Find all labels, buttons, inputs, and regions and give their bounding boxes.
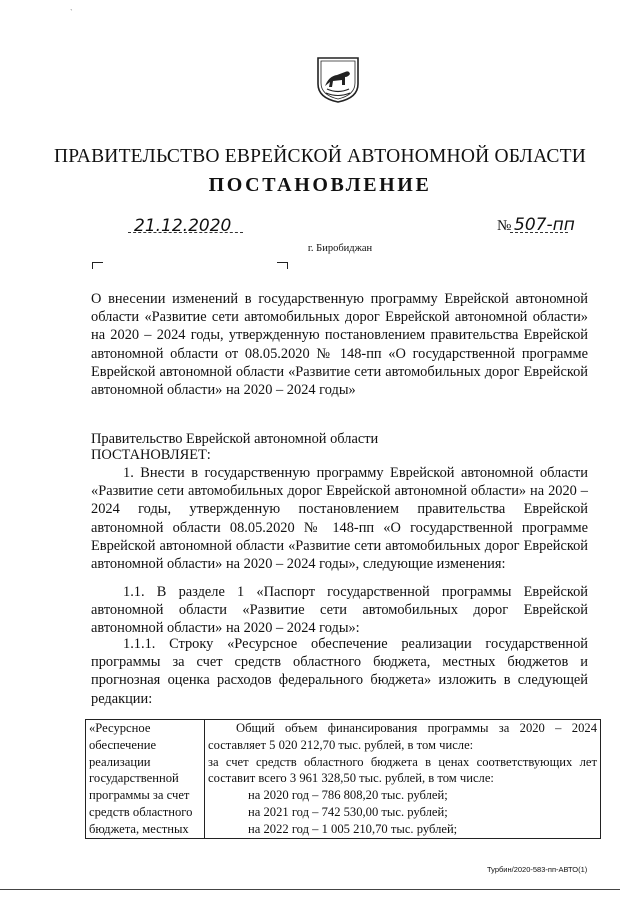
label-line: обеспечение <box>89 737 157 752</box>
label-line: реализации <box>89 754 151 769</box>
scan-mark: ` <box>70 8 73 17</box>
year-2021-funding: на 2021 год – 742 530,00 тыс. рублей; <box>248 804 448 819</box>
date-underline <box>128 232 243 233</box>
number-underline <box>510 232 568 233</box>
subject-paragraph: О внесении изменений в государственную программу Еврейской автономной области «Развитие сети автомобильных дорог Еврейской автономной области» на 2020 – 2024 годы, утвержденную постановлением правительства Еврейской автономной области от 08.05.2020 № 148-пп «О государственной программе Еврейской автономной области «Развитие сети автомобильных дорог Еврейской автономной области» на 2020 – 2024 годы» <box>91 291 588 399</box>
label-line: средств областного <box>89 804 193 819</box>
item-1-1-1-paragraph: 1.1.1. Строку «Ресурсное обеспечение реализации государственной программы за счет средств областного бюджета, местных бюджетов и прогнозная оценка расходов федерального бюджета» изложить в следующей редакции: <box>91 636 588 707</box>
resolves-line: ПОСТАНОВЛЯЕТ: <box>91 447 211 463</box>
year-2020-funding: на 2020 год – 786 808,20 тыс. рублей; <box>248 788 448 803</box>
authority-line: Правительство Еврейской автономной области <box>91 431 379 447</box>
item-1-paragraph: 1. Внести в государственную программу Еврейской автономной области «Развитие сети автомобильных дорог Еврейской автономной области» на 2020 – 2024 годы, утвержденную постановлением правительства Еврейской автономной области 08.05.2020 № 148-пп «О государственной программе Еврейской автономной области «Развитие сети автомобильных дорог Еврейской автономной области» на 2020 – 2024 годы», следующие изменения: <box>91 465 588 573</box>
label-line: программы за счет <box>89 788 190 803</box>
label-line: государственной <box>89 771 179 786</box>
coat-of-arms-emblem <box>315 56 361 104</box>
number-label: № <box>497 218 512 234</box>
document-date: 21.12.2020 <box>134 216 232 236</box>
item-1-1-paragraph: 1.1. В разделе 1 «Паспорт государственной программы Еврейской автономной области «Развитие сети автомобильных дорог Еврейской автономной области» на 2020 – 2024 годы»: <box>91 584 588 637</box>
regional-funding-text: за счет средств областного бюджета в ценах соответствующих лет составит всего 3 961 328,50 тыс. рублей, в том числе: <box>208 754 597 786</box>
table-row <box>86 720 601 839</box>
city-label: г. Биробиджан <box>307 243 373 254</box>
subject-corner-left <box>92 262 103 269</box>
funding-details-cell <box>205 720 601 839</box>
resource-label-cell <box>86 720 205 839</box>
year-2022-funding: на 2022 год – 1 005 210,70 тыс. рублей; <box>248 821 458 836</box>
footer-code: Турбин/2020-583-пп-АВТО(1) <box>487 865 588 874</box>
document-type-title: ПОСТАНОВЛЕНИЕ <box>208 174 432 196</box>
page-bottom-line <box>0 889 620 890</box>
total-funding-text: Общий объем финансирования программы за 2020 – 2024 составляет 5 020 212,70 тыс. рублей, в том числе: <box>208 721 597 752</box>
label-line: бюджета, местных <box>89 821 189 836</box>
government-heading: ПРАВИТЕЛЬСТВО ЕВРЕЙСКОЙ АВТОНОМНОЙ ОБЛАСТИ <box>53 146 587 167</box>
label-line: «Ресурсное <box>89 721 151 735</box>
subject-corner-right <box>277 262 288 269</box>
funding-table <box>85 719 601 839</box>
document-number: 507-пп <box>514 215 575 235</box>
